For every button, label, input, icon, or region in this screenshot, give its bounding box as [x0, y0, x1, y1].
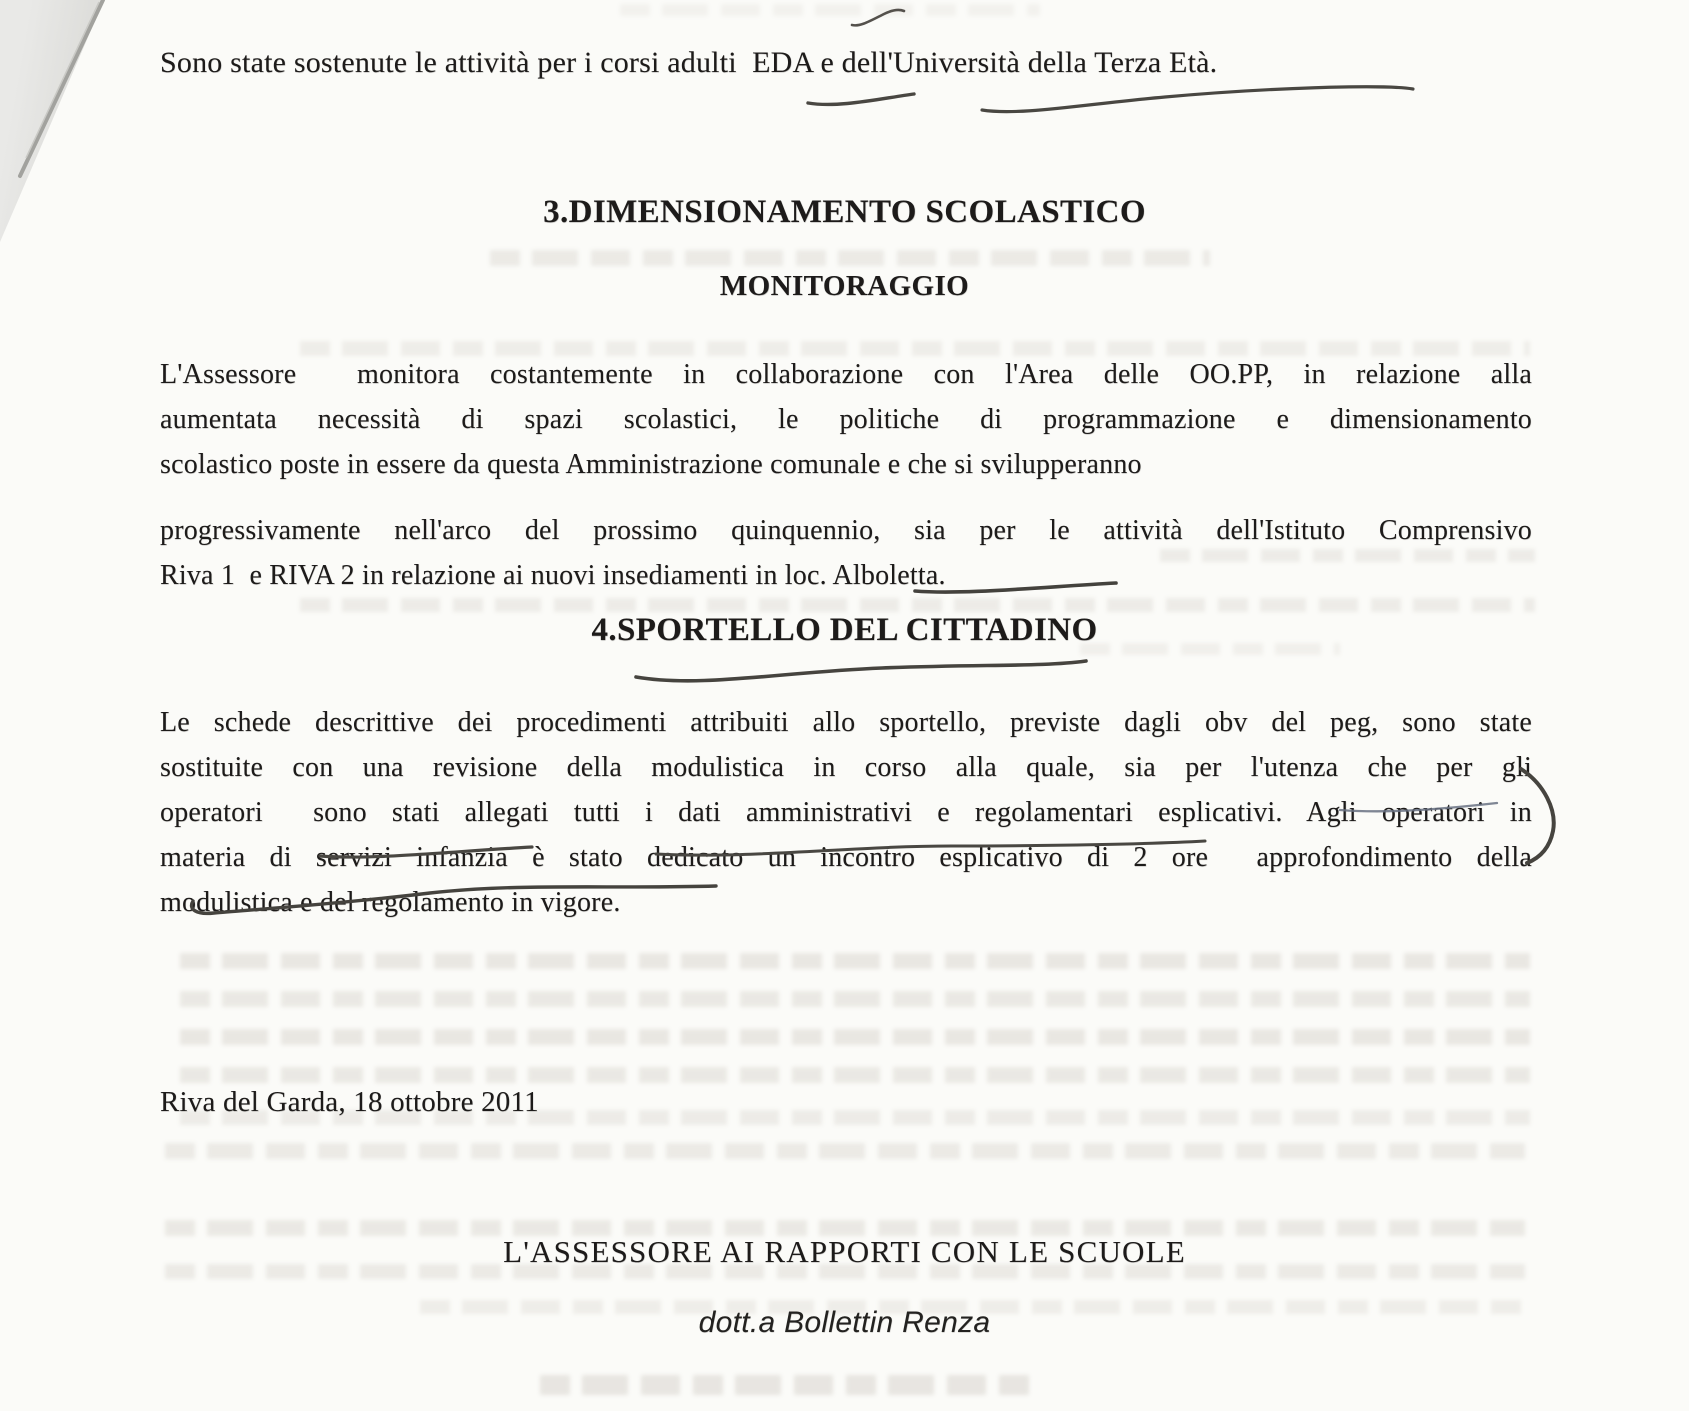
ghost-text-line: [180, 1029, 1530, 1045]
section4-paragraph: [160, 700, 1532, 925]
ghost-text-line: [300, 598, 1535, 612]
paragraph-line: Le schede descrittive dei procedimenti attribuiti allo sportello, previste dagli obv del peg, sono state: [160, 707, 1532, 738]
section3-paragraph-2: [160, 508, 1532, 598]
ghost-text-line: [180, 991, 1530, 1007]
ghost-text-line: [180, 953, 1530, 969]
place-date: Riva del Garda, 18 ottobre 2011: [160, 1086, 539, 1118]
ghost-text-line: [490, 250, 1210, 266]
paragraph-line: aumentata necessità di spazi scolastici, le politiche di programmazione e dimensionamento: [160, 404, 1532, 435]
pen-underline-eda: [808, 94, 914, 104]
paragraph-line: scolastico poste in essere da questa Amministrazione comunale e che si svilupperanno: [160, 449, 1142, 480]
pen-underline-sportello: [636, 661, 1086, 681]
section3-paragraph-1: [160, 352, 1532, 487]
ghost-text-line: [540, 1375, 1030, 1395]
paragraph-line: sostituite con una revisione della modulistica in corso alla quale, sia per l'utenza che per gli: [160, 752, 1532, 783]
paragraph-line: L'Assessore monitora costantemente in collaborazione con l'Area delle OO.PP, in relazione alla: [160, 359, 1532, 390]
intro-line: Sono state sostenute le attività per i corsi adulti EDA e dell'Università della Terza Età.: [160, 46, 1218, 79]
ghost-text-line: [165, 1143, 1525, 1159]
section3-subtitle: MONITORAGGIO: [719, 270, 970, 302]
ghost-text-line: [620, 4, 1040, 16]
paragraph-line: operatori sono stati allegati tutti i dati amministrativi e regolamentari esplicativi. Agli operatori in: [160, 797, 1532, 828]
pen-underline-terza-eta: [982, 87, 1413, 112]
paragraph-line: Riva 1 e RIVA 2 in relazione ai nuovi insediamenti in loc. Alboletta.: [160, 560, 946, 591]
paragraph-line: progressivamente nell'arco del prossimo quinquennio, sia per le attività dell'Istituto Comprensivo: [160, 515, 1532, 546]
signature-role: L'ASSESSORE AI RAPPORTI CON LE SCUOLE: [503, 1234, 1186, 1269]
section3-title: 3.DIMENSIONAMENTO SCOLASTICO: [543, 194, 1146, 230]
ghost-text-line: [180, 1067, 1530, 1083]
paragraph-line: materia di servizi infanzia è stato dedicato un incontro esplicativo di 2 ore approfondimento della: [160, 842, 1532, 873]
paragraph-line: modulistica e del regolamento in vigore.: [160, 887, 621, 918]
section4-title: 4.SPORTELLO DEL CITTADINO: [591, 612, 1098, 648]
signature-name: dott.a Bollettin Renza: [698, 1306, 991, 1339]
